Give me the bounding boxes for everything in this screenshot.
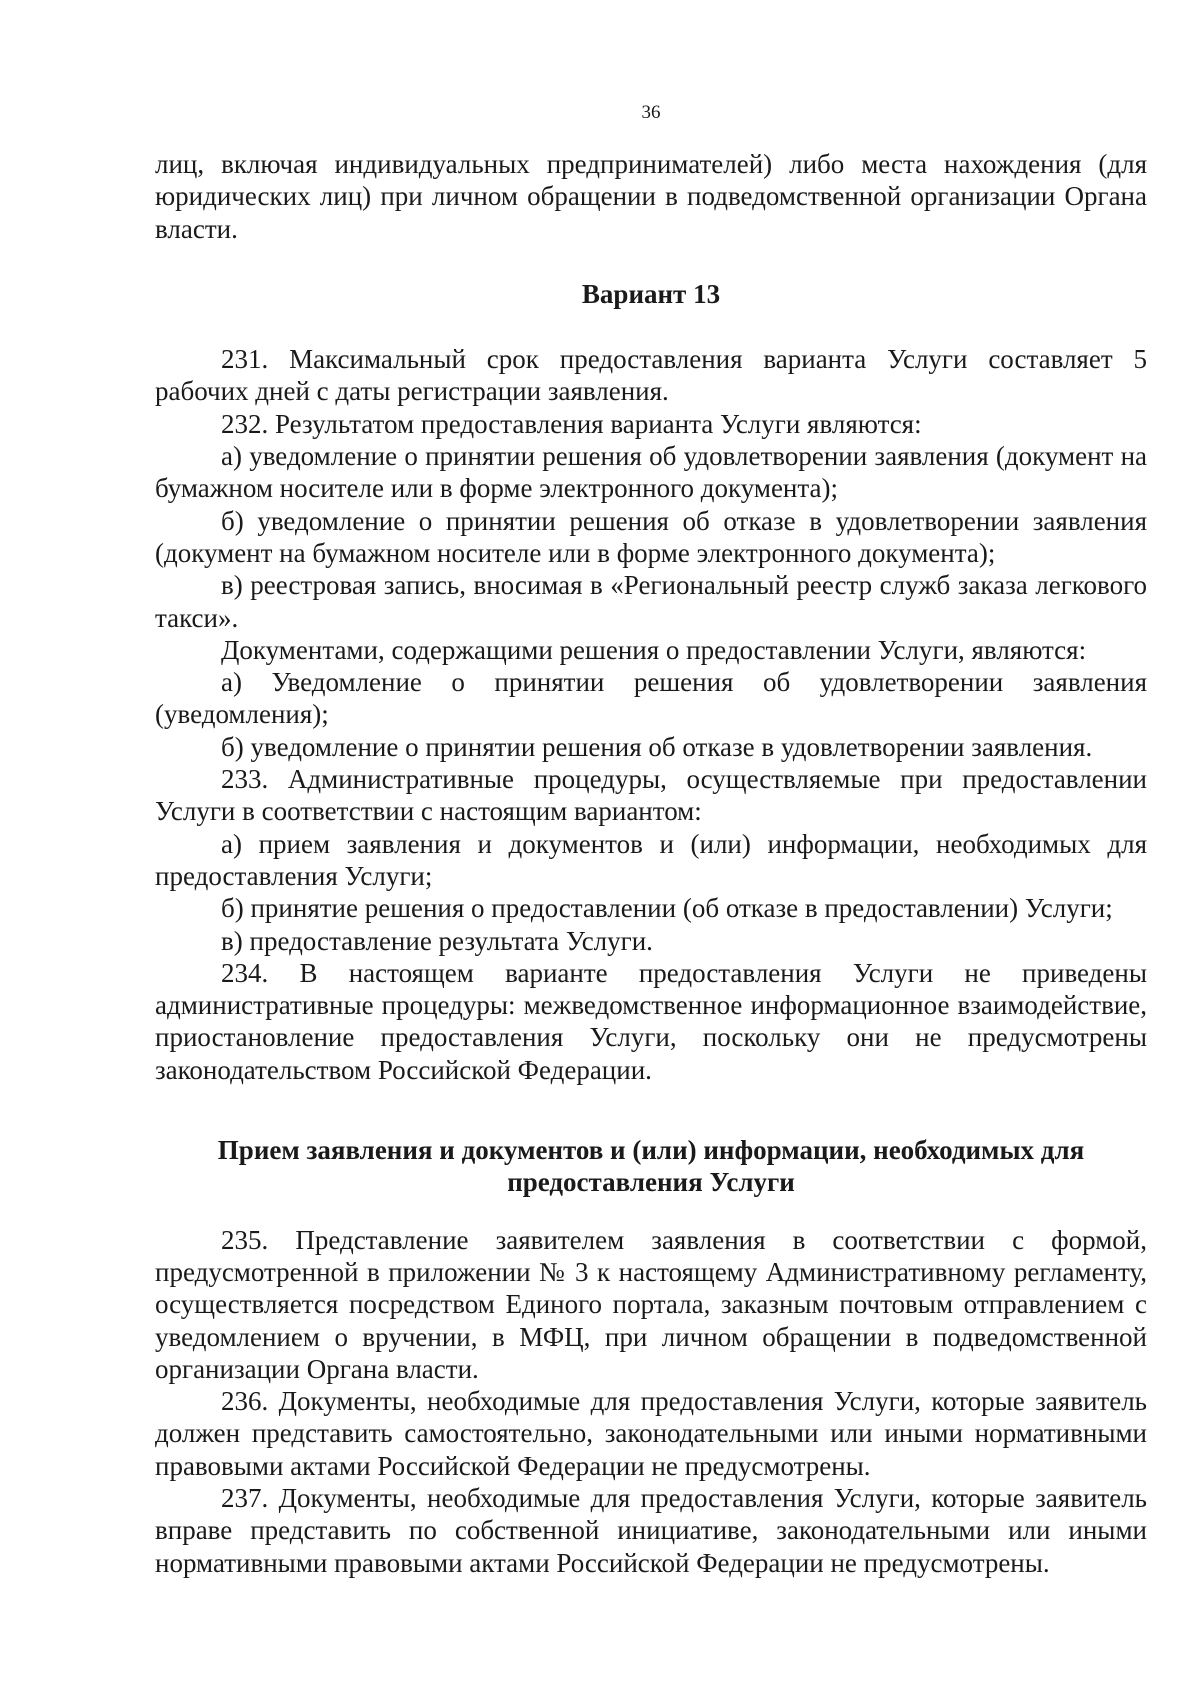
section-heading-line1: Прием заявления и документов и (или) информации, необходимых для <box>217 1135 1085 1166</box>
intro-paragraph: лиц, включая индивидуальных предпринимателей) либо места нахождения (для юридических лиц) при личном обращении в подведомственной организации Органа власти. <box>155 149 1147 244</box>
page-number: 36 <box>641 102 661 123</box>
paragraph-232: 232. Результатом предоставления варианта Услуги являются: <box>221 408 922 439</box>
paragraph-235: 235. Представление заявителем заявления в соответствии с формой, предусмотренной в приложении № 3 к настоящему Административному регламенту, осуществляется посредством Единого портала, заказным почтовым отправлением с уведомлением о вручении, в МФЦ, при личном обращении в подведомственной организации Органа власти. <box>155 1224 1147 1384</box>
document-body <box>155 148 1147 1579</box>
section-paragraphs <box>155 1224 1147 1579</box>
paragraph-documents-b: б) уведомление о принятии решения об отказе в удовлетворении заявления. <box>221 731 1093 762</box>
paragraph-233: 233. Административные процедуры, осуществляемые при предоставлении Услуги в соответствии с настоящим вариантом: <box>155 764 1147 827</box>
paragraph-233-v: в) предоставление результата Услуги. <box>221 925 653 956</box>
paragraph-documents-a: а) Уведомление о принятии решения об удовлетворении заявления (уведомления); <box>155 667 1147 730</box>
paragraph-234: 234. В настоящем варианте предоставления Услуги не приведены административные процедуры: межведомственное информационное взаимодействие, приостановление предоставления Услуги, поскольку они не предусмотрены законодательством Российской Федерации. <box>155 957 1147 1085</box>
paragraph-232-v: в) реестровая запись, вносимая в «Региональный реестр служб заказа легкового такси». <box>155 570 1147 633</box>
paragraph-233-a: а) прием заявления и документов и (или) информации, необходимых для предоставления Услуги; <box>155 828 1147 891</box>
paragraph-233-b: б) принятие решения о предоставлении (об отказе в предоставлении) Услуги; <box>221 893 1113 924</box>
paragraph-231: 231. Максимальный срок предоставления варианта Услуги составляет 5 рабочих дней с даты регистрации заявления. <box>155 344 1147 407</box>
section-heading <box>155 1134 1147 1199</box>
paragraph-236: 236. Документы, необходимые для предоставления Услуги, которые заявитель должен представить самостоятельно, законодательными или иными нормативными правовыми актами Российской Федерации не предусмотрены. <box>155 1386 1147 1481</box>
variant-heading: Вариант 13 <box>581 278 721 309</box>
section-heading-line2: предоставления Услуги <box>507 1167 795 1198</box>
paragraph-237: 237. Документы, необходимые для предоставления Услуги, которые заявитель вправе представить по собственной инициативе, законодательными или иными нормативными правовыми актами Российской Федерации не предусмотрены. <box>155 1482 1147 1578</box>
variant-paragraphs <box>155 343 1147 1086</box>
paragraph-232-b: б) уведомление о принятии решения об отказе в удовлетворении заявления (документ на бумажном носителе или в форме электронного документа); <box>155 505 1147 568</box>
paragraph-documents: Документами, содержащими решения о предоставлении Услуги, являются: <box>221 634 1087 665</box>
paragraph-232-a: а) уведомление о принятии решения об удовлетворении заявления (документ на бумажном носителе или в форме электронного документа); <box>155 441 1147 504</box>
